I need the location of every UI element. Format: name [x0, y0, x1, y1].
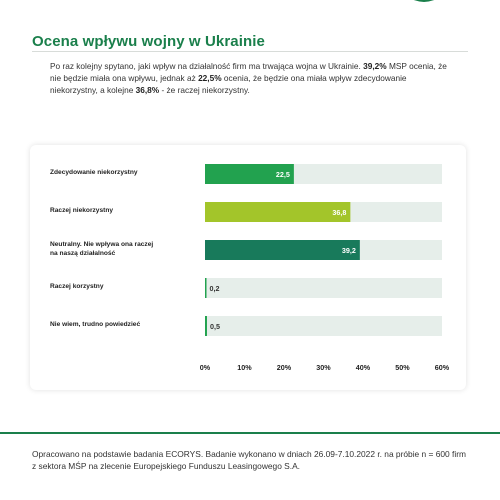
intro-text: MSP ocenia, że nie będzie miała ona wpływu, jednak aż [50, 61, 447, 84]
x-tick-label: 0% [199, 363, 211, 372]
intro-paragraph [50, 60, 450, 97]
data-label: 36,8 [332, 208, 347, 217]
intro-text: ocenia, że będzie ona miała wpływ zdecydowanie niekorzystny, a kolejne [50, 73, 407, 96]
x-tick-label: 40% [355, 363, 371, 372]
footer-note: Opracowano na podstawie badania ECORYS. Badanie wykonano w dniach 26.09-7.10.2022 r. na próbie n = 600 firm z sektora MŚP na zlecenie Europejskiego Funduszu Leasingowego S.A. [32, 449, 466, 472]
intro-text: - że raczej niekorzystny. [159, 85, 250, 96]
bar [205, 202, 350, 222]
bar-track [205, 316, 442, 336]
data-label: 0,5 [209, 322, 220, 331]
intro-highlight: 22,5% [198, 73, 222, 84]
intro-text: Po raz kolejny spytano, jaki wpływ na działalność firm ma trwająca wojna w Ukrainie. [50, 61, 364, 71]
intro-highlight: 39,2% [363, 61, 387, 71]
bar-track [205, 278, 442, 298]
bar [205, 316, 207, 336]
bar [205, 240, 360, 260]
category-label: Zdecydowanie niekorzystny [50, 169, 138, 176]
category-label: Raczej niekorzystny [50, 207, 114, 214]
data-label: 0,2 [209, 284, 220, 293]
category-label: Raczej korzystny [50, 283, 104, 290]
x-tick-label: 20% [276, 363, 292, 372]
bar-chart [30, 145, 466, 390]
x-tick-label: 30% [316, 363, 331, 372]
data-label: 22,5 [275, 170, 290, 179]
category-label: Nie wiem, trudno powiedzieć [50, 321, 141, 328]
logo-icon [395, 0, 453, 24]
chart-card [30, 145, 466, 390]
x-tick-label: 10% [237, 363, 252, 372]
x-tick-label: 50% [395, 363, 410, 372]
x-tick-label: 60% [434, 363, 450, 372]
category-label: Neutralny. Nie wpływa ona raczej na naszą działalność [50, 241, 154, 257]
page-title: Ocena wpływu wojny w Ukrainie [32, 33, 265, 50]
intro-highlight: 36,8% [135, 85, 160, 96]
data-label: 39,2 [341, 246, 356, 255]
footer-divider [0, 432, 500, 434]
bar [205, 278, 207, 298]
title-divider [32, 51, 468, 52]
